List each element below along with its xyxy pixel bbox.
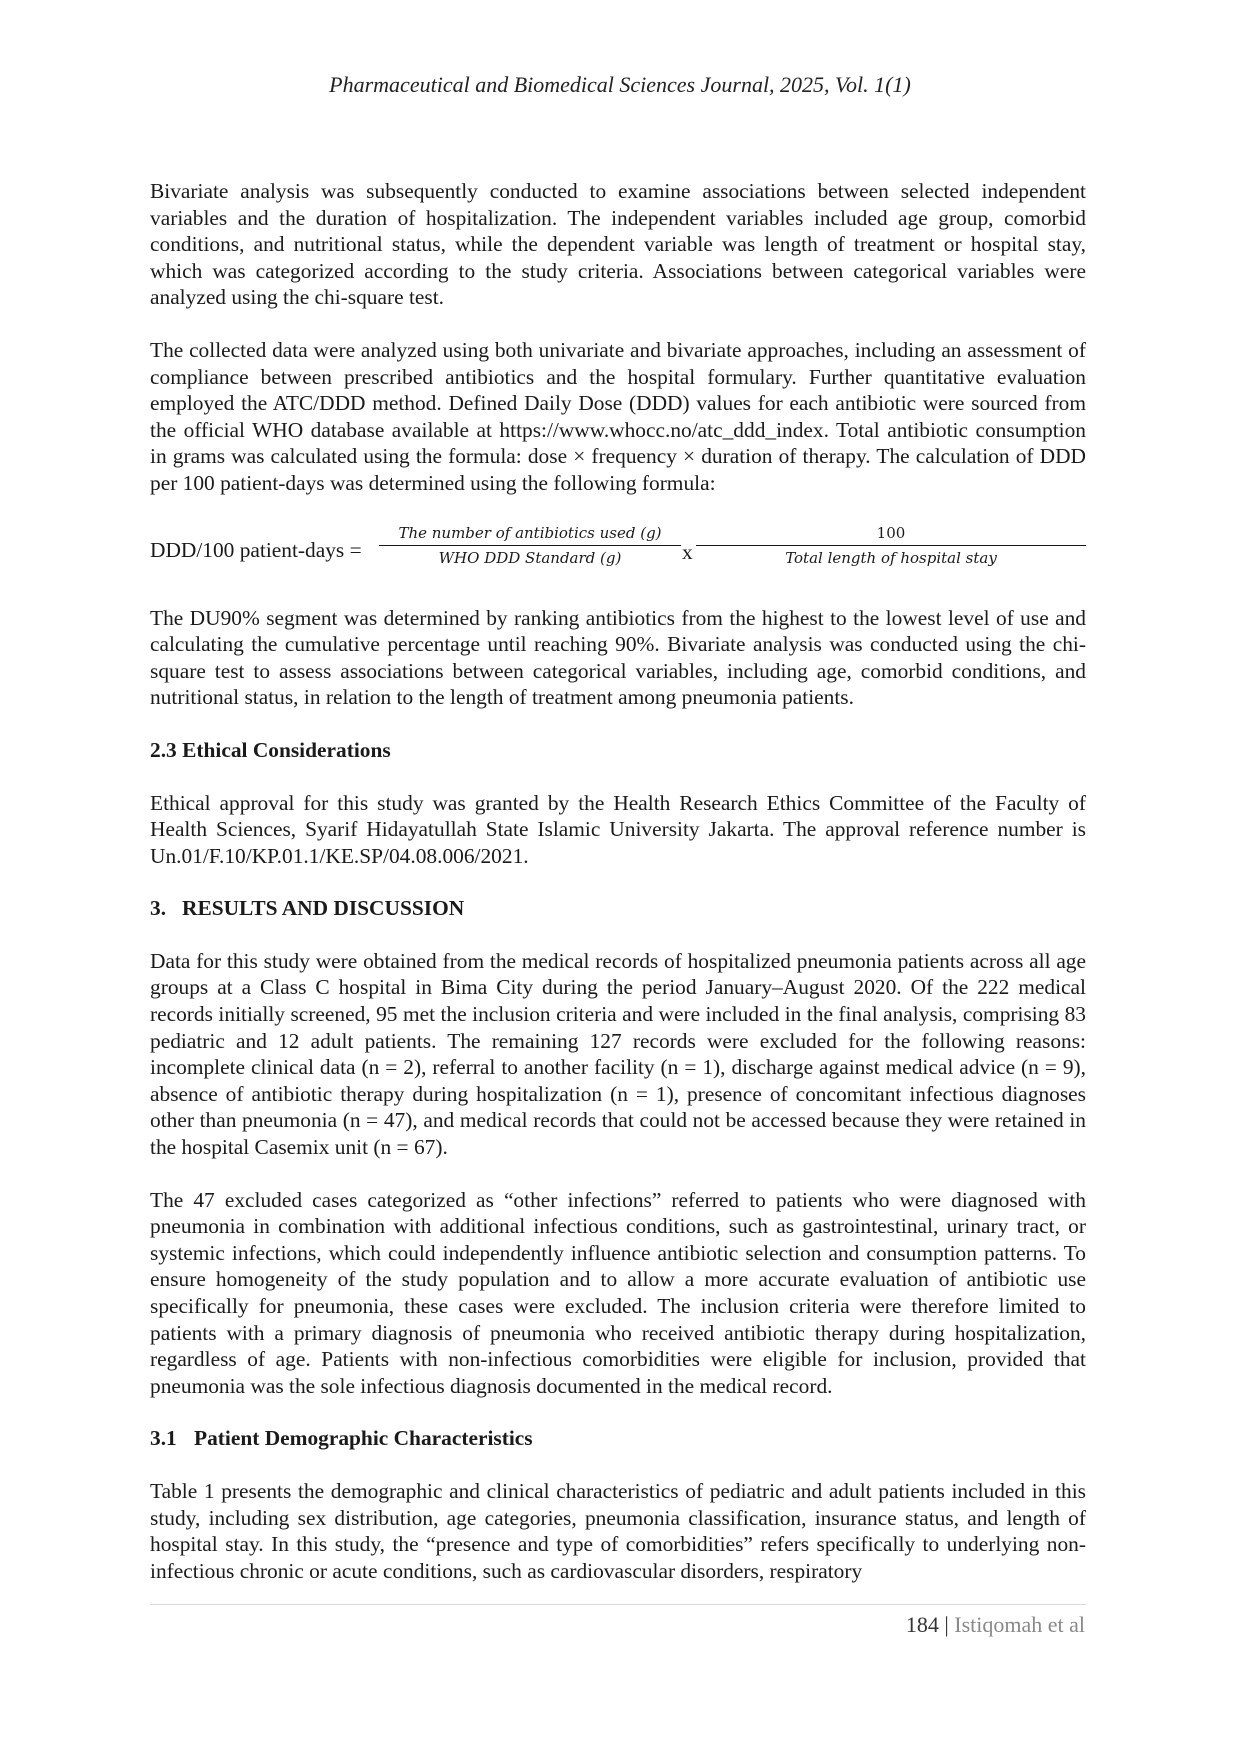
formula-numerator-antibiotics: The number of antibiotics used (g)	[379, 523, 681, 546]
footer-separator: |	[944, 1612, 949, 1637]
paragraph-ethical-approval: Ethical approval for this study was granted by the Health Research Ethics Committee of the Faculty of Health Sciences, Syarif Hidayatullah State Islamic University Jakarta. The approval reference number is Un.01/F.10/KP.01.1/KE.SP/04.08.006/2021.	[150, 790, 1086, 868]
section-heading-ethical	[150, 737, 1086, 764]
section-title: RESULTS AND DISCUSSION	[182, 896, 465, 921]
formula-multiply-sign: x	[682, 539, 693, 564]
paragraph-bivariate-analysis: Bivariate analysis was subsequently conducted to examine associations between selected independent variables and the duration of hospitalization. The independent variables included age group, comorbid conditions, and nutritional status, while the dependent variable was length of treatment or hospital stay, which was categorized according to the study criteria. Associations between categorical variables were analyzed using the chi-square test.	[150, 179, 1086, 310]
section-title: Ethical Considerations	[182, 737, 391, 762]
formula-lhs: DDD/100 patient-days =	[150, 537, 362, 562]
paragraph-du90: The DU90% segment was determined by ranking antibiotics from the highest to the lowest level of use and calculating the cumulative percentage until reaching 90%. Bivariate analysis was conducted using the chi-square test to assess associations between categorical variables, including age, comorbid conditions, and nutritional status, in relation to the length of treatment among pneumonia patients.	[150, 605, 1086, 710]
section-title: Patient Demographic Characteristics	[194, 1426, 533, 1451]
ddd-formula	[150, 523, 1086, 579]
formula-numerator-100: 100	[696, 523, 1086, 546]
paragraph-table1-intro: Table 1 presents the demographic and clinical characteristics of pediatric and adult patients included in this study, including sex distribution, age categories, pneumonia classification, insurance status, and length of hospital stay. In this study, the “presence and type of comorbidities” refers specifically to underlying non-infectious chronic or acute conditions, such as cardiovascular disorders, respiratory	[150, 1478, 1086, 1583]
paragraph-data-source: Data for this study were obtained from the medical records of hospitalized pneumonia patients across all age groups at a Class C hospital in Bima City during the period January–August 2020. Of the 222 medical records initially screened, 95 met the inclusion criteria and were included in the final analysis, comprising 83 pediatric and 12 adult patients. The remaining 127 records were excluded for the following reasons: incomplete clinical data (n = 2), referral to another facility (n = 1), discharge against medical advice (n = 9), absence of antibiotic therapy during hospitalization (n = 1), presence of concomitant infectious diagnoses other than pneumonia (n = 47), and medical records that could not be accessed because they were retained in the hospital Casemix unit (n = 67).	[150, 948, 1086, 1160]
footer-author: Istiqomah et al	[954, 1612, 1085, 1637]
formula-denominator-length-of-stay: Total length of hospital stay	[785, 548, 997, 567]
formula-denominator-ddd-standard: WHO DDD Standard (g)	[438, 548, 622, 567]
paragraph-excluded-cases: The 47 excluded cases categorized as “other infections” referred to patients who were diagnosed with pneumonia in combination with additional infectious conditions, such as gastrointestinal, urinary tract, or systemic infections, which could independently influence antibiotic selection and consumption patterns. To ensure homogeneity of the study population and to allow a more accurate evaluation of antibiotic use specifically for pneumonia, these cases were excluded. The inclusion criteria were therefore limited to patients with a primary diagnosis of pneumonia who received antibiotic therapy during hospitalization, regardless of age. Patients with non-infectious comorbidities were eligible for inclusion, provided that pneumonia was the sole infectious diagnosis documented in the medical record.	[150, 1187, 1086, 1398]
section-heading-demographics	[150, 1425, 1086, 1452]
journal-running-header: Pharmaceutical and Biomedical Sciences Journal, 2025, Vol. 1(1)	[329, 72, 911, 97]
section-number: 3.	[150, 896, 167, 921]
formula-fraction-stay	[696, 523, 1086, 568]
formula-fraction-antibiotics	[379, 523, 681, 568]
section-number: 2.3	[150, 737, 177, 762]
paragraph-data-analysis: The collected data were analyzed using both univariate and bivariate approaches, including an assessment of compliance between prescribed antibiotics and the hospital formulary. Further quantitative evaluation employed the ATC/DDD method. Defined Daily Dose (DDD) values for each antibiotic were sourced from the official WHO database available at https://www.whocc.no/atc_ddd_index. Total antibiotic consumption in grams was calculated using the formula: dose × frequency × duration of therapy. The calculation of DDD per 100 patient-days was determined using the following formula:	[150, 337, 1086, 495]
page-footer	[906, 1612, 1085, 1638]
section-number: 3.1	[150, 1426, 177, 1451]
body-content	[150, 178, 1086, 1584]
footer-divider	[150, 1604, 1086, 1605]
page-number: 184	[905, 1612, 939, 1637]
section-heading-results	[150, 895, 1086, 922]
